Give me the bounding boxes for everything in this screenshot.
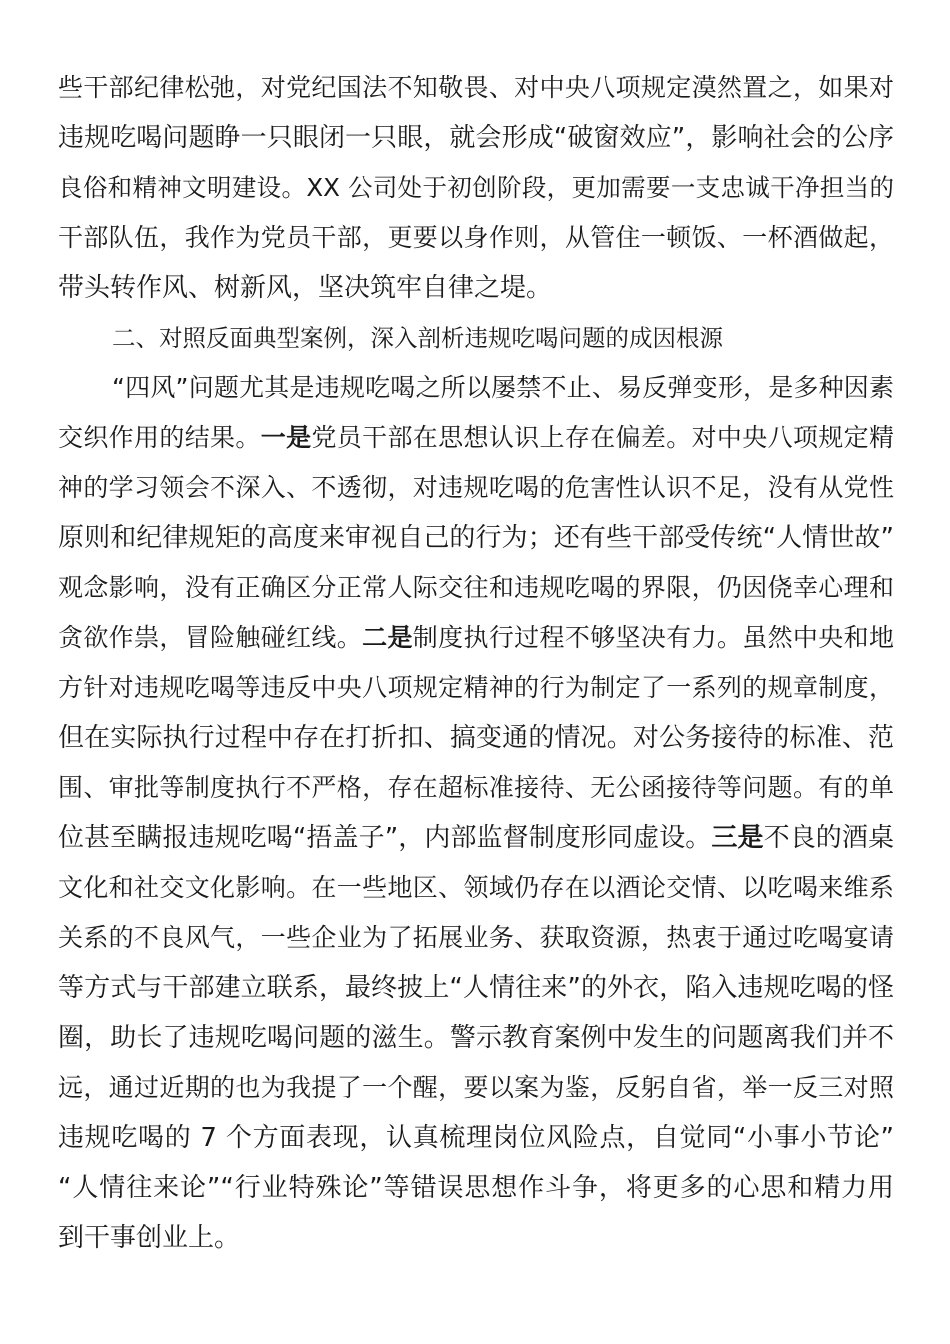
paragraph-2-line-2	[58, 420, 894, 456]
section-heading-2: 二、对照反面典型案例，深入剖析违规吃喝问题的成因根源	[112, 324, 723, 352]
paragraph-2-line-9: 围、审批等制度执行不严格，存在超标准接待、无公函接待等问题。有的单	[58, 773, 894, 802]
paragraph-1-line-3: 良俗和精神文明建设。XX 公司处于初创阶段，更加需要一支忠诚干净担当的	[58, 173, 894, 202]
paragraph-2-line-5: 观念影响，没有正确区分正常人际交往和违规吃喝的界限，仍因侥幸心理和	[58, 573, 894, 602]
paragraph-2-line-1: “四风”问题尤其是违规吃喝之所以屡禁不止、易反弹变形，是多种因素	[112, 373, 894, 402]
paragraph-2-line-17: “人情往来论”“行业特殊论”等错误思想作斗争，将更多的心思和精力用	[58, 1173, 894, 1203]
paragraph-2-line-10-text-b: 不良的酒桌	[763, 823, 894, 853]
paragraph-1-line-4: 干部队伍，我作为党员干部，更要以身作则，从管住一顿饭、一杯酒做起，	[58, 223, 894, 252]
paragraph-2-line-14: 圈，助长了违规吃喝问题的滋生。警示教育案例中发生的问题离我们并不	[58, 1023, 894, 1053]
point-one-label: 一是	[260, 423, 312, 452]
paragraph-1-line-2: 违规吃喝问题睁一只眼闭一只眼，就会形成“破窗效应”，影响社会的公序	[58, 123, 894, 153]
paragraph-2-line-4: 原则和纪律规矩的高度来审视自己的行为；还有些干部受传统“人情世故”	[58, 523, 894, 553]
paragraph-2-line-2-text-a: 交织作用的结果。	[58, 423, 261, 452]
paragraph-2-line-6	[58, 620, 894, 656]
paragraph-2-line-13: 等方式与干部建立联系，最终披上“人情往来”的外衣，陷入违规吃喝的怪	[58, 973, 894, 1003]
paragraph-2-line-11: 文化和社交文化影响。在一些地区、领域仍存在以酒论交情、以吃喝来维系	[58, 873, 894, 902]
paragraph-2-line-18: 到干事创业上。	[58, 1223, 241, 1253]
paragraph-2-line-6-text-b: 制度执行过程不够坚决有力。虽然中央和地	[412, 623, 894, 652]
paragraph-2-line-10-text-a: 位甚至瞒报违规吃喝“捂盖子”，内部监督制度形同虚设。	[58, 823, 712, 853]
paragraph-2-line-15: 远，通过近期的也为我提了一个醒，要以案为鉴，反躬自省，举一反三对照	[58, 1073, 894, 1102]
paragraph-1-line-5: 带头转作风、树新风，坚决筑牢自律之堤。	[58, 273, 553, 303]
paragraph-2-line-8: 但在实际执行过程中存在打折扣、搞变通的情况。对公务接待的标准、范	[58, 723, 894, 753]
paragraph-2-line-10	[58, 820, 894, 856]
paragraph-2-line-6-text-a: 贪欲作祟，冒险触碰红线。	[58, 623, 363, 652]
paragraph-2-line-7: 方针对违规吃喝等违反中央八项规定精神的行为制定了一系列的规章制度，	[58, 673, 894, 702]
paragraph-2-line-12: 关系的不良风气，一些企业为了拓展业务、获取资源，热衷于通过吃喝宴请	[58, 923, 894, 952]
paragraph-2-line-2-text-b: 党员干部在思想认识上存在偏差。对中央八项规定精	[311, 423, 894, 452]
point-three-label: 三是	[711, 823, 764, 853]
paragraph-1-line-1: 些干部纪律松弛，对党纪国法不知敬畏、对中央八项规定漠然置之，如果对	[58, 73, 894, 102]
point-two-label: 二是	[362, 623, 413, 652]
paragraph-2-line-16: 违规吃喝的 7 个方面表现，认真梳理岗位风险点，自觉同“小事小节论”	[58, 1123, 894, 1153]
paragraph-2-line-3: 神的学习领会不深入、不透彻，对违规吃喝的危害性认识不足，没有从党性	[58, 473, 894, 502]
